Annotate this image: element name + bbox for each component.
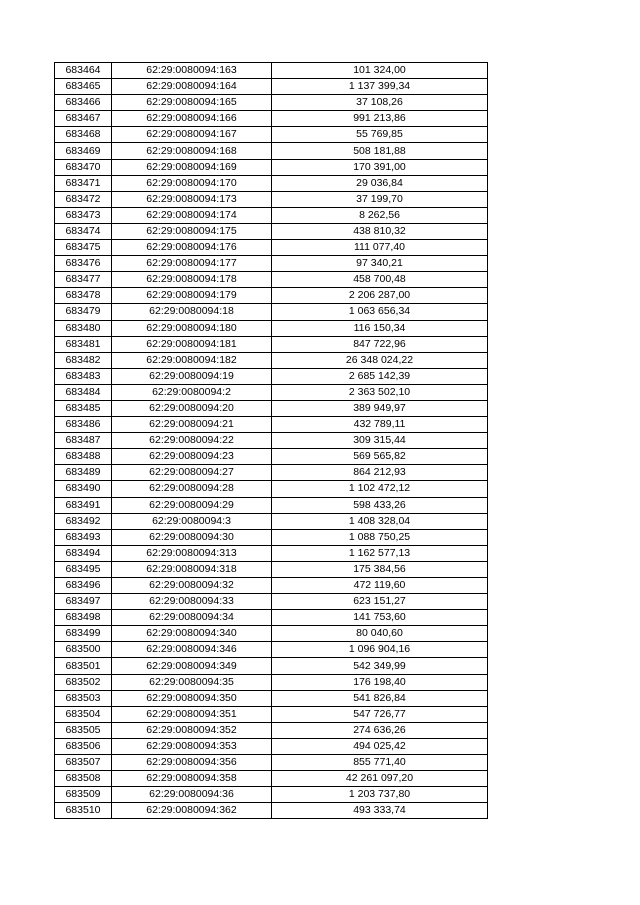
row-number-cell: 683471 (55, 175, 112, 191)
row-number-cell: 683481 (55, 336, 112, 352)
cadastral-number-cell: 62:29:0080094:32 (112, 578, 272, 594)
cadastral-number-cell: 62:29:0080094:23 (112, 449, 272, 465)
table-row (55, 417, 488, 433)
table-row (55, 529, 488, 545)
table-row (55, 594, 488, 610)
cadastral-number-cell: 62:29:0080094:340 (112, 626, 272, 642)
cadastral-value-cell: 389 949,97 (272, 400, 488, 416)
table-row (55, 223, 488, 239)
row-number-cell: 683465 (55, 79, 112, 95)
cadastral-value-cell: 1 063 656,34 (272, 304, 488, 320)
row-number-cell: 683492 (55, 513, 112, 529)
cadastral-number-cell: 62:29:0080094:168 (112, 143, 272, 159)
table-row (55, 578, 488, 594)
cadastral-number-cell: 62:29:0080094:165 (112, 95, 272, 111)
table-row (55, 803, 488, 819)
table-row (55, 256, 488, 272)
cadastral-value-cell: 111 077,40 (272, 240, 488, 256)
cadastral-value-cell: 991 213,86 (272, 111, 488, 127)
table-body (55, 63, 488, 819)
row-number-cell: 683475 (55, 240, 112, 256)
row-number-cell: 683478 (55, 288, 112, 304)
row-number-cell: 683486 (55, 417, 112, 433)
cadastral-value-cell: 8 262,56 (272, 207, 488, 223)
row-number-cell: 683506 (55, 738, 112, 754)
cadastral-number-cell: 62:29:0080094:362 (112, 803, 272, 819)
cadastral-value-cell: 864 212,93 (272, 465, 488, 481)
cadastral-value-cell: 598 433,26 (272, 497, 488, 513)
table-row (55, 111, 488, 127)
table-row (55, 690, 488, 706)
row-number-cell: 683494 (55, 545, 112, 561)
row-number-cell: 683474 (55, 223, 112, 239)
cadastral-number-cell: 62:29:0080094:179 (112, 288, 272, 304)
cadastral-value-cell: 1 137 399,34 (272, 79, 488, 95)
table-row (55, 143, 488, 159)
row-number-cell: 683470 (55, 159, 112, 175)
cadastral-value-table (54, 62, 488, 819)
cadastral-value-cell: 37 199,70 (272, 191, 488, 207)
cadastral-value-cell: 855 771,40 (272, 755, 488, 771)
row-number-cell: 683466 (55, 95, 112, 111)
cadastral-number-cell: 62:29:0080094:349 (112, 658, 272, 674)
table-row (55, 368, 488, 384)
row-number-cell: 683490 (55, 481, 112, 497)
cadastral-number-cell: 62:29:0080094:163 (112, 63, 272, 79)
cadastral-value-cell: 116 150,34 (272, 320, 488, 336)
cadastral-value-cell: 623 151,27 (272, 594, 488, 610)
table-row (55, 465, 488, 481)
row-number-cell: 683495 (55, 561, 112, 577)
table-row (55, 481, 488, 497)
table-row (55, 513, 488, 529)
cadastral-number-cell: 62:29:0080094:177 (112, 256, 272, 272)
cadastral-value-cell: 541 826,84 (272, 690, 488, 706)
cadastral-number-cell: 62:29:0080094:169 (112, 159, 272, 175)
table-row (55, 722, 488, 738)
cadastral-value-cell: 1 408 328,04 (272, 513, 488, 529)
row-number-cell: 683469 (55, 143, 112, 159)
row-number-cell: 683489 (55, 465, 112, 481)
row-number-cell: 683479 (55, 304, 112, 320)
cadastral-number-cell: 62:29:0080094:35 (112, 674, 272, 690)
cadastral-value-cell: 1 096 904,16 (272, 642, 488, 658)
cadastral-value-cell: 1 088 750,25 (272, 529, 488, 545)
cadastral-value-cell: 97 340,21 (272, 256, 488, 272)
cadastral-value-cell: 569 565,82 (272, 449, 488, 465)
cadastral-value-cell: 274 636,26 (272, 722, 488, 738)
cadastral-value-cell: 432 789,11 (272, 417, 488, 433)
table-row (55, 95, 488, 111)
row-number-cell: 683484 (55, 384, 112, 400)
row-number-cell: 683487 (55, 433, 112, 449)
table-row (55, 127, 488, 143)
cadastral-value-cell: 141 753,60 (272, 610, 488, 626)
cadastral-number-cell: 62:29:0080094:21 (112, 417, 272, 433)
cadastral-number-cell: 62:29:0080094:358 (112, 771, 272, 787)
row-number-cell: 683473 (55, 207, 112, 223)
row-number-cell: 683477 (55, 272, 112, 288)
row-number-cell: 683500 (55, 642, 112, 658)
cadastral-value-cell: 2 685 142,39 (272, 368, 488, 384)
cadastral-number-cell: 62:29:0080094:313 (112, 545, 272, 561)
cadastral-number-cell: 62:29:0080094:30 (112, 529, 272, 545)
row-number-cell: 683482 (55, 352, 112, 368)
row-number-cell: 683505 (55, 722, 112, 738)
table-row (55, 497, 488, 513)
table-row (55, 352, 488, 368)
cadastral-number-cell: 62:29:0080094:181 (112, 336, 272, 352)
row-number-cell: 683472 (55, 191, 112, 207)
row-number-cell: 683483 (55, 368, 112, 384)
cadastral-number-cell: 62:29:0080094:352 (112, 722, 272, 738)
table-row (55, 288, 488, 304)
table-row (55, 449, 488, 465)
cadastral-number-cell: 62:29:0080094:27 (112, 465, 272, 481)
table-row (55, 610, 488, 626)
row-number-cell: 683499 (55, 626, 112, 642)
row-number-cell: 683496 (55, 578, 112, 594)
row-number-cell: 683501 (55, 658, 112, 674)
cadastral-value-cell: 26 348 024,22 (272, 352, 488, 368)
row-number-cell: 683507 (55, 755, 112, 771)
table-row (55, 384, 488, 400)
cadastral-value-cell: 547 726,77 (272, 706, 488, 722)
cadastral-number-cell: 62:29:0080094:22 (112, 433, 272, 449)
row-number-cell: 683508 (55, 771, 112, 787)
row-number-cell: 683491 (55, 497, 112, 513)
cadastral-number-cell: 62:29:0080094:356 (112, 755, 272, 771)
table-row (55, 191, 488, 207)
table-row (55, 545, 488, 561)
cadastral-number-cell: 62:29:0080094:167 (112, 127, 272, 143)
table-row (55, 79, 488, 95)
table-row (55, 706, 488, 722)
table-row (55, 738, 488, 754)
cadastral-value-cell: 2 363 502,10 (272, 384, 488, 400)
row-number-cell: 683488 (55, 449, 112, 465)
row-number-cell: 683502 (55, 674, 112, 690)
cadastral-number-cell: 62:29:0080094:351 (112, 706, 272, 722)
table-row (55, 304, 488, 320)
cadastral-value-cell: 2 206 287,00 (272, 288, 488, 304)
row-number-cell: 683476 (55, 256, 112, 272)
row-number-cell: 683497 (55, 594, 112, 610)
table-row (55, 642, 488, 658)
cadastral-number-cell: 62:29:0080094:33 (112, 594, 272, 610)
cadastral-value-cell: 472 119,60 (272, 578, 488, 594)
table-row (55, 561, 488, 577)
table-row (55, 658, 488, 674)
table-row (55, 272, 488, 288)
cadastral-value-cell: 37 108,26 (272, 95, 488, 111)
cadastral-value-cell: 1 203 737,80 (272, 787, 488, 803)
table-row (55, 63, 488, 79)
table-row (55, 433, 488, 449)
cadastral-value-cell: 309 315,44 (272, 433, 488, 449)
row-number-cell: 683485 (55, 400, 112, 416)
cadastral-number-cell: 62:29:0080094:36 (112, 787, 272, 803)
cadastral-number-cell: 62:29:0080094:34 (112, 610, 272, 626)
cadastral-number-cell: 62:29:0080094:180 (112, 320, 272, 336)
cadastral-number-cell: 62:29:0080094:3 (112, 513, 272, 529)
cadastral-number-cell: 62:29:0080094:350 (112, 690, 272, 706)
cadastral-number-cell: 62:29:0080094:353 (112, 738, 272, 754)
cadastral-number-cell: 62:29:0080094:20 (112, 400, 272, 416)
row-number-cell: 683493 (55, 529, 112, 545)
cadastral-value-cell: 493 333,74 (272, 803, 488, 819)
cadastral-number-cell: 62:29:0080094:174 (112, 207, 272, 223)
table-row (55, 626, 488, 642)
cadastral-value-cell: 508 181,88 (272, 143, 488, 159)
cadastral-number-cell: 62:29:0080094:18 (112, 304, 272, 320)
row-number-cell: 683503 (55, 690, 112, 706)
row-number-cell: 683498 (55, 610, 112, 626)
row-number-cell: 683510 (55, 803, 112, 819)
cadastral-number-cell: 62:29:0080094:166 (112, 111, 272, 127)
cadastral-value-cell: 170 391,00 (272, 159, 488, 175)
table-row (55, 240, 488, 256)
cadastral-value-cell: 80 040,60 (272, 626, 488, 642)
table-row (55, 400, 488, 416)
cadastral-value-cell: 438 810,32 (272, 223, 488, 239)
table-row (55, 787, 488, 803)
row-number-cell: 683464 (55, 63, 112, 79)
cadastral-number-cell: 62:29:0080094:176 (112, 240, 272, 256)
cadastral-number-cell: 62:29:0080094:173 (112, 191, 272, 207)
table-row (55, 336, 488, 352)
table-row (55, 320, 488, 336)
cadastral-number-cell: 62:29:0080094:182 (112, 352, 272, 368)
cadastral-value-cell: 176 198,40 (272, 674, 488, 690)
cadastral-number-cell: 62:29:0080094:28 (112, 481, 272, 497)
table-row (55, 674, 488, 690)
row-number-cell: 683504 (55, 706, 112, 722)
row-number-cell: 683467 (55, 111, 112, 127)
cadastral-number-cell: 62:29:0080094:346 (112, 642, 272, 658)
cadastral-number-cell: 62:29:0080094:170 (112, 175, 272, 191)
table-row (55, 159, 488, 175)
cadastral-value-cell: 1 162 577,13 (272, 545, 488, 561)
table-row (55, 207, 488, 223)
cadastral-number-cell: 62:29:0080094:19 (112, 368, 272, 384)
row-number-cell: 683468 (55, 127, 112, 143)
cadastral-number-cell: 62:29:0080094:164 (112, 79, 272, 95)
cadastral-value-cell: 542 349,99 (272, 658, 488, 674)
cadastral-value-cell: 847 722,96 (272, 336, 488, 352)
cadastral-number-cell: 62:29:0080094:29 (112, 497, 272, 513)
cadastral-value-cell: 494 025,42 (272, 738, 488, 754)
cadastral-value-cell: 175 384,56 (272, 561, 488, 577)
cadastral-value-cell: 458 700,48 (272, 272, 488, 288)
cadastral-value-cell: 29 036,84 (272, 175, 488, 191)
row-number-cell: 683509 (55, 787, 112, 803)
cadastral-value-cell: 1 102 472,12 (272, 481, 488, 497)
cadastral-number-cell: 62:29:0080094:178 (112, 272, 272, 288)
cadastral-value-cell: 42 261 097,20 (272, 771, 488, 787)
row-number-cell: 683480 (55, 320, 112, 336)
table-row (55, 755, 488, 771)
cadastral-number-cell: 62:29:0080094:318 (112, 561, 272, 577)
table-row (55, 175, 488, 191)
cadastral-value-cell: 101 324,00 (272, 63, 488, 79)
cadastral-value-cell: 55 769,85 (272, 127, 488, 143)
table-row (55, 771, 488, 787)
cadastral-number-cell: 62:29:0080094:2 (112, 384, 272, 400)
cadastral-number-cell: 62:29:0080094:175 (112, 223, 272, 239)
